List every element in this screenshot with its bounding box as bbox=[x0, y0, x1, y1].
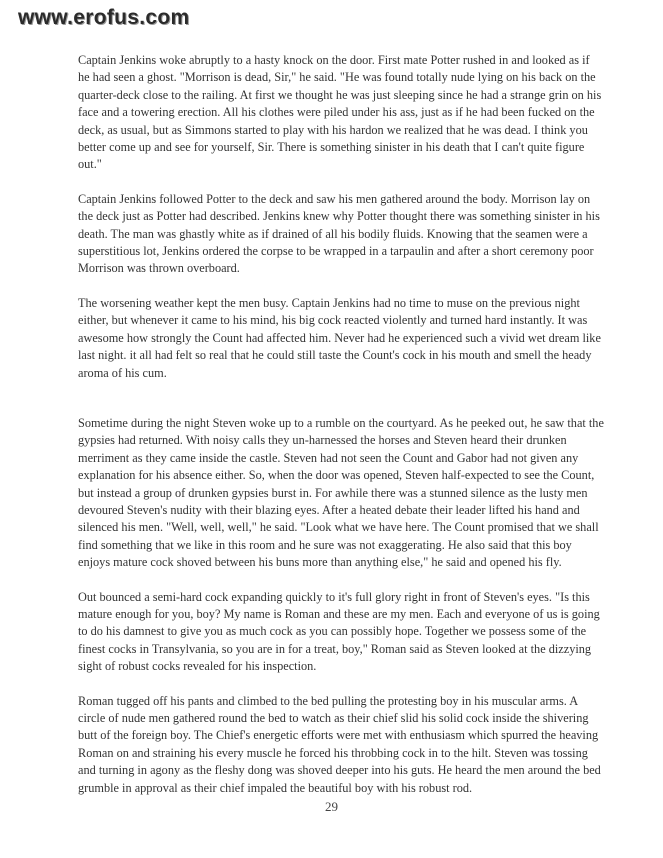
paragraph: The worsening weather kept the men busy. Captain Jenkins had no time to muse on the previous night either, but whenever it came to his mind, his big cock reacted violently and turned hard instantly. It was awesome how strongly the Count had affected him. Never had he experienced such a vivid wet dream like last night. it all had felt so real that he could still taste the Count's cock in his mouth and smell the heady aroma of his cum. bbox=[78, 295, 601, 380]
paragraph-spacer bbox=[78, 174, 604, 191]
paragraph: Captain Jenkins woke abruptly to a hasty knock on the door. First mate Potter rushed in and looked as if he had seen a ghost. "Morrison is dead, Sir," he said. "He was found totally nude lying on his back on the quarter-deck close to the railing. At first we thought he was just sleeping since he had a strange grin on his face and a towering erection. All his clothes were piled under his ass, just as if he had been fucked on the deck, as usual, but as Simmons started to play with his hardon we realized that he was dead. I think you better come up and see for yourself, Sir. There is something sinister in his death that I can't quite figure out." bbox=[78, 53, 602, 172]
paragraph-spacer bbox=[78, 278, 604, 295]
site-watermark: www.erofus.com bbox=[18, 6, 190, 29]
paragraph: Out bounced a semi-hard cock expanding quickly to it's full glory right in front of Steven's eyes. "Is this mature enough for you, boy? My name is Roman and these are my men. Each and everyone of us is going to do his damnest to give you as much cock as you can possibly hope. Together we possess some of the finest cocks in Transylvania, so you are in for a treat, boy," Roman said as Steven looked at the dizzying sight of robust cocks revealed for his inspection. bbox=[78, 589, 600, 674]
paragraph: Roman tugged off his pants and climbed to the bed pulling the protesting boy in his muscular arms. A circle of nude men gathered round the bed to watch as their chief slid his solid cock inside the shivering butt of the foreign boy. The Chief's energetic efforts were met with enthusiasm which spurred the heaving Roman on and straining his every muscle he forced his throbbing cock in to the hilt. Steven was tossing and turning in agony as the fleshy dong was shoved deeper into his guts. He heard the men around the bed grumble in approval as their chief impaled the beautiful boy with his robust rod. bbox=[78, 693, 601, 795]
paragraph-spacer bbox=[78, 676, 604, 693]
page-number: 29 bbox=[325, 799, 338, 814]
paragraph-spacer bbox=[78, 572, 604, 589]
paragraph: Sometime during the night Steven woke up to a rumble on the courtyard. As he peeked out, he saw that the gypsies had returned. With noisy calls they un-harnessed the horses and Steven heard their drunken merriment as they came inside the castle. Steven had not seen the Count and Gabor had not given any explanation for his absence either. So, when the door was opened, Steven half-expected to see the Count, but instead a group of drunken gypsies burst in. For awhile there was a stunned silence as the lusty men devoured Steven's nudity with their blazing eyes. After a heated debate their leader lifted his hand and silenced his men. "Well, well, well," he said. "Look what we have here. The Count promised that we shall find something that we like in this room and he sure was not exaggerating. He also said that this boy enjoys mature cock shoved between his buns more than anything else," he said and opened his fly. bbox=[78, 415, 604, 570]
paragraph: Captain Jenkins followed Potter to the deck and saw his men gathered around the body. Morrison lay on the deck just as Potter had described. Jenkins knew why Potter thought there was something sinister in his death. The man was ghastly white as if drained of all his bodily fluids. Knowing that the seamen were a superstitious lot, Jenkins ordered the corpse to be wrapped in a tarpaulin and after a short ceremony poor Morrison was thrown overboard. bbox=[78, 191, 600, 276]
watermark-bar bbox=[0, 0, 663, 40]
section-spacer bbox=[78, 382, 604, 415]
page-body bbox=[78, 52, 604, 797]
